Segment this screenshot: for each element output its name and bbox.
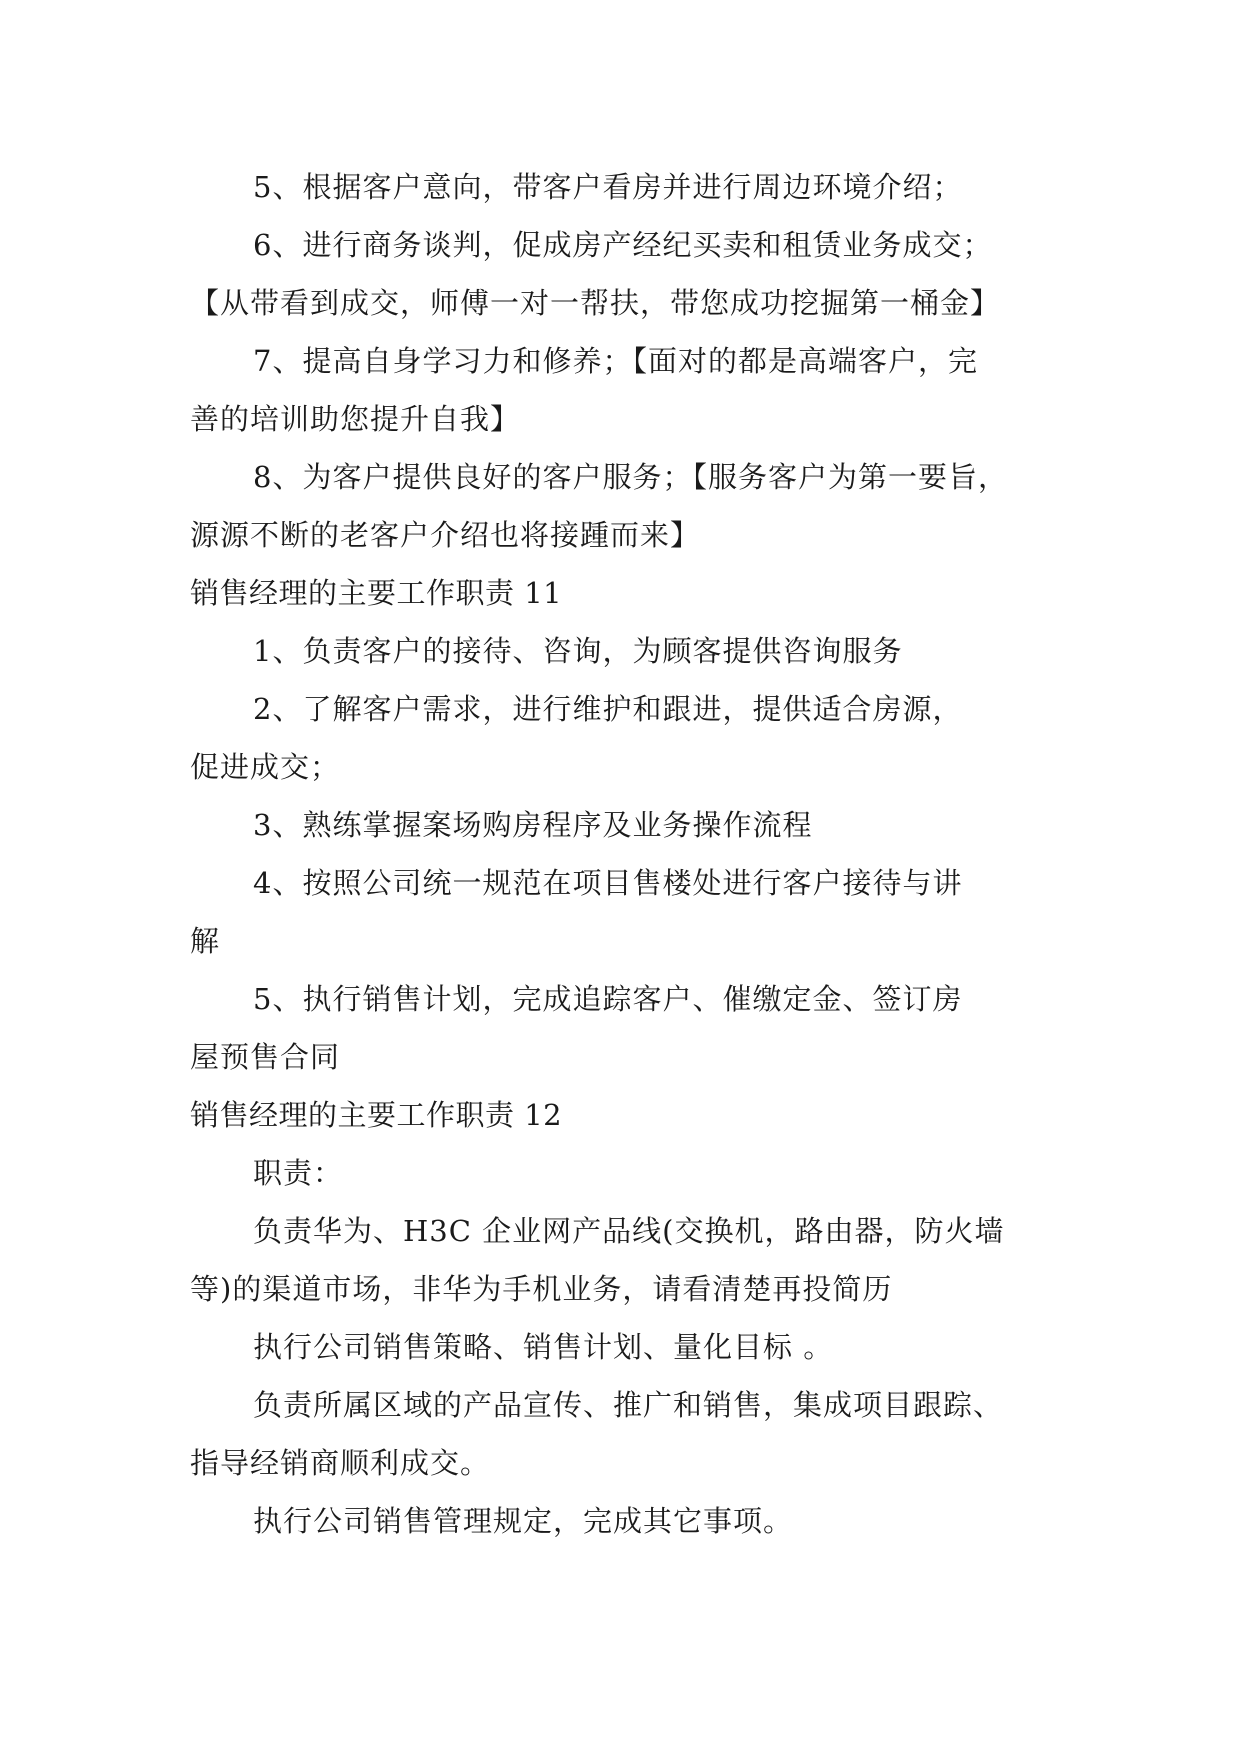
paragraph-line: 善的培训助您提升自我】 (190, 402, 521, 436)
paragraph-line: 屋预售合同 (190, 1040, 341, 1074)
paragraph-line: 解 (190, 924, 221, 958)
paragraph-line: 5、执行销售计划，完成追踪客户、催缴定金、签订房 (253, 982, 963, 1016)
paragraph-line: 4、按照公司统一规范在项目售楼处进行客户接待与讲 (253, 866, 963, 900)
paragraph-line: 职责： (253, 1156, 344, 1190)
paragraph-line: 促进成交； (190, 750, 341, 784)
document-page (190, 158, 1050, 1550)
paragraph-line: 执行公司销售管理规定，完成其它事项。 (253, 1504, 794, 1538)
section-heading: 销售经理的主要工作职责 12 (190, 1098, 563, 1132)
paragraph-line: 源源不断的老客户介绍也将接踵而来】 (190, 518, 701, 552)
paragraph-line: 8、为客户提供良好的客户服务；【服务客户为第一要旨， (253, 460, 1008, 494)
paragraph-line: 指导经销商顺利成交。 (190, 1446, 491, 1480)
paragraph-line: 等)的渠道市场，非华为手机业务，请看清楚再投简历 (190, 1272, 893, 1306)
paragraph-line: 7、提高自身学习力和修养；【面对的都是高端客户，完 (253, 344, 978, 378)
paragraph-line: 负责华为、H3C 企业网产品线(交换机，路由器，防火墙 (253, 1214, 1005, 1248)
paragraph-line: 1、负责客户的接待、咨询，为顾客提供咨询服务 (253, 634, 903, 668)
paragraph-line: 2、了解客户需求，进行维护和跟进，提供适合房源， (253, 692, 963, 726)
paragraph-line: 【从带看到成交，师傅一对一帮扶，带您成功挖掘第一桶金】 (190, 286, 1001, 320)
paragraph-line: 5、根据客户意向，带客户看房并进行周边环境介绍； (253, 170, 963, 204)
paragraph-line: 3、熟练掌握案场购房程序及业务操作流程 (253, 808, 813, 842)
paragraph-line: 执行公司销售策略、销售计划、量化目标 。 (253, 1330, 834, 1364)
paragraph-line: 6、进行商务谈判，促成房产经纪买卖和租赁业务成交； (253, 228, 993, 262)
paragraph-line: 负责所属区域的产品宣传、推广和销售，集成项目跟踪、 (253, 1388, 1004, 1422)
section-heading: 销售经理的主要工作职责 11 (190, 576, 563, 610)
